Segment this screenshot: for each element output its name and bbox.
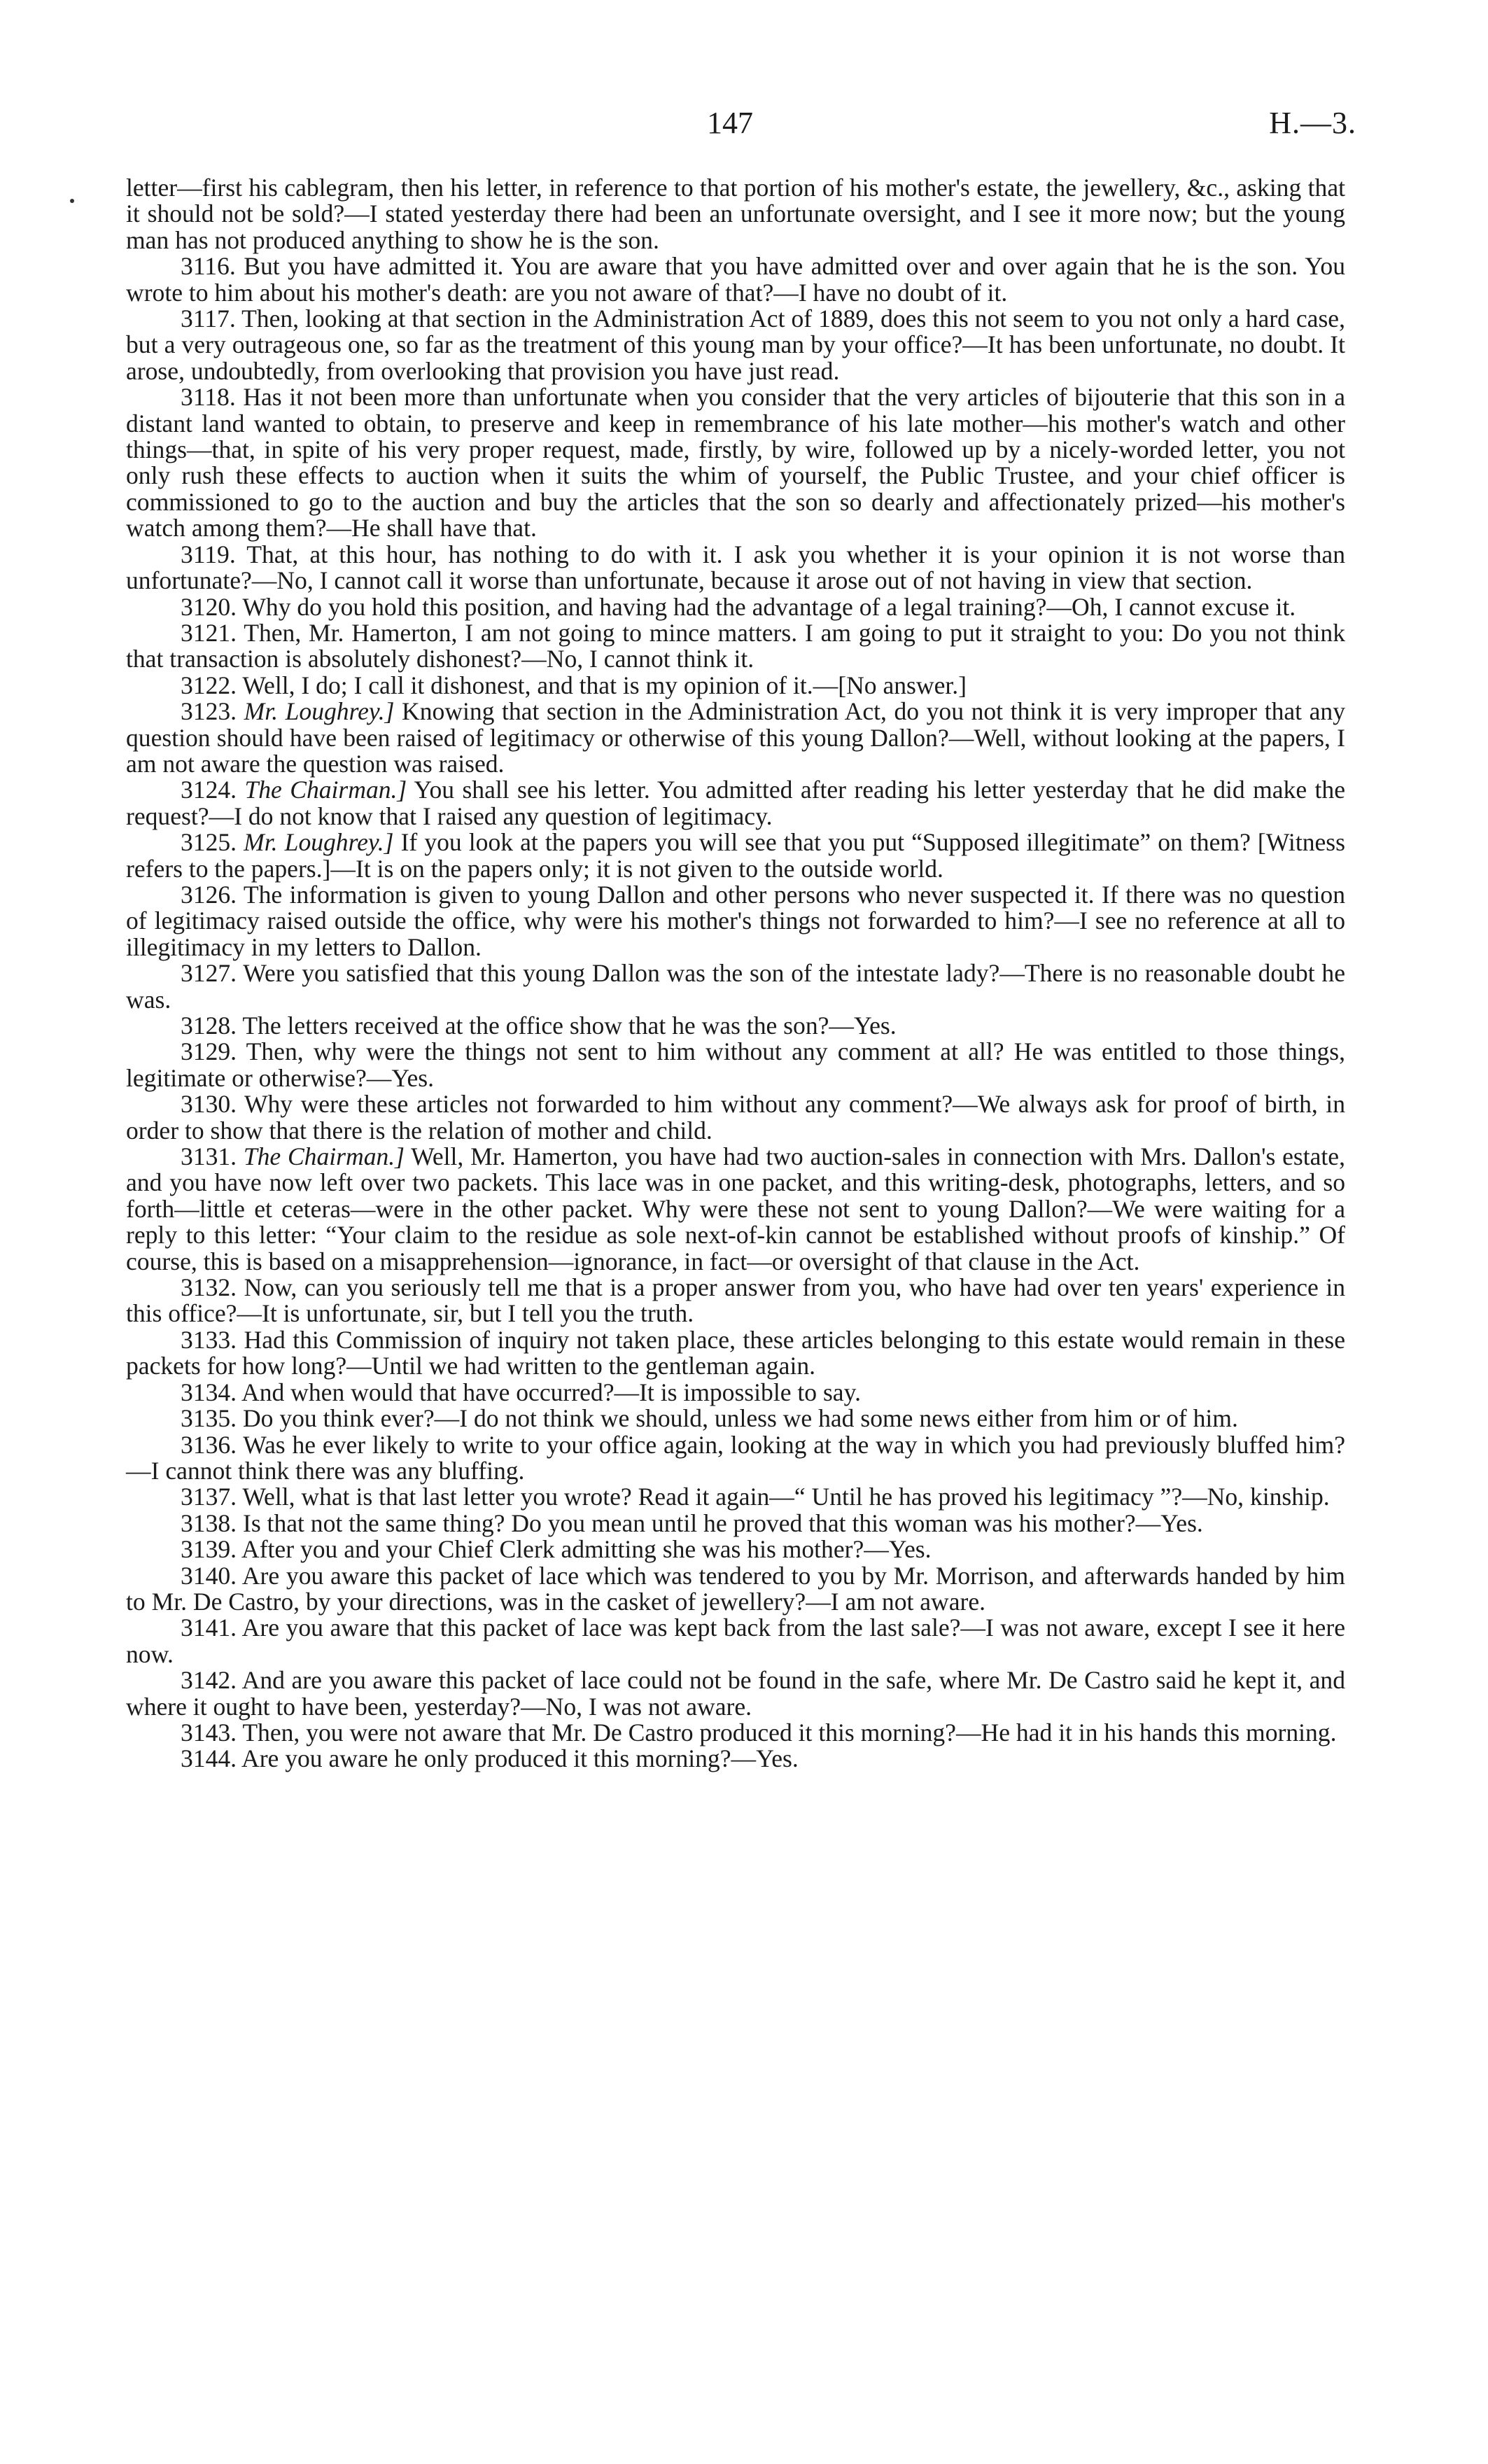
question-number: 3142. <box>181 1666 237 1695</box>
paragraph-text: And when would that have occurred?—It is impossible to say. <box>241 1378 861 1406</box>
transcript-paragraph <box>126 620 1345 673</box>
question-number: 3139. <box>181 1535 237 1564</box>
transcript-paragraph <box>126 542 1345 594</box>
paragraph-text: letter—first his cablegram, then his letter, in reference to that portion of his mother's estate, the jewellery, &c., asking that it should not be sold?—I stated yesterday there had been an unfortunate oversight, and I see it more now; but the young man has not produced anything to show he is the son. <box>126 174 1345 254</box>
paragraph-text: Well, what is that last letter you wrote? Read it again—“ Until he has proved his legitimacy ”?—No, kinship. <box>242 1483 1330 1511</box>
transcript-paragraph <box>126 830 1345 882</box>
transcript-paragraph <box>126 1275 1345 1327</box>
question-number: 3118. <box>181 383 236 412</box>
paragraph-text: If you look at the papers you will see that you put “Supposed illegitimate” on them? [Witness refers to the papers.]—It is on the papers only; it is not given to the outside world. <box>126 828 1345 883</box>
transcript-paragraph <box>126 1720 1345 1746</box>
paragraph-text: Was he ever likely to write to your office again, looking at the way in which you had previously bluffed him?—I cannot think there was any bluffing. <box>126 1430 1345 1485</box>
question-number: 3143. <box>181 1718 237 1746</box>
question-number: 3130. <box>181 1090 237 1119</box>
page-number: 147 <box>707 106 753 140</box>
paragraph-text: Are you aware that this packet of lace was kept back from the last sale?—I was not aware, except I see it here now. <box>126 1614 1345 1668</box>
transcript-paragraph <box>126 594 1345 620</box>
question-number: 3137. <box>181 1483 237 1511</box>
paragraph-text: The information is given to young Dallon and other persons who never suspected it. If there was no question of legitimacy raised outside the office, why were his mother's things not forwarded to him?—I see no reference at all to illegitimacy in my letters to Dallon. <box>126 880 1345 961</box>
paragraph-text: Then, Mr. Hamerton, I am not going to mince matters. I am going to put it straight to you: Do you not think that transaction is absolutely dishonest?—No, I cannot think it. <box>126 618 1345 673</box>
speaker-label: Mr. Loughrey.] <box>244 697 395 726</box>
paragraph-text: Is that not the same thing? Do you mean until he proved that this woman was his mother?—Yes. <box>242 1508 1203 1537</box>
paragraph-text: Now, can you seriously tell me that is a proper answer from you, who have had over ten years' experience in this office?—It is unfortunate, sir, but I tell you the truth. <box>126 1273 1345 1328</box>
question-number: 3132. <box>181 1273 237 1302</box>
transcript-paragraph <box>126 777 1345 830</box>
transcript-paragraph <box>126 1406 1345 1432</box>
paragraph-text: And are you aware this packet of lace could not be found in the safe, where Mr. De Castro said he kept it, and where it ought to have been, yesterday?—No, I was not aware. <box>126 1666 1345 1721</box>
paragraph-text: Well, Mr. Hamerton, you have had two auction-sales in connection with Mrs. Dallon's estate, and you have now left over two packets. This lace was in one packet, and this writing-desk, photographs, letters, and so forth—little et ceteras—were in the other packet. Why were these not sent to young Dallon?—We were waiting for a reply to this letter: “Your claim to the residue as sole next-of-kin cannot be established without proofs of kinship.” Of course, this is based on a misapprehension—ignorance, in fact—or oversight of that clause in the Act. <box>126 1142 1345 1275</box>
paragraph-text: Were you satisfied that this young Dallon was the son of the intestate lady?—There is no reasonable doubt he was. <box>126 959 1345 1014</box>
transcript-paragraph <box>126 882 1345 960</box>
transcript-paragraph <box>126 384 1345 541</box>
paragraph-text: But you have admitted it. You are aware that you have admitted over and over again that he is the son. You wrote to him about his mother's death: are you not aware of that?—I have no doubt of it. <box>126 252 1345 307</box>
transcript-paragraph <box>126 1484 1345 1510</box>
transcript-paragraph <box>126 1380 1345 1406</box>
question-number: 3126. <box>181 880 237 909</box>
transcript-paragraph <box>126 1536 1345 1562</box>
transcript-paragraph <box>126 1667 1345 1720</box>
transcript-paragraph <box>126 175 1345 253</box>
paragraph-text: Has it not been more than unfortunate when you consider that the very articles of bijouterie that this son in a distant land wanted to obtain, to preserve and keep in remembrance of his late mother—his mother's watch and other things—that, in spite of his very proper request, made, firstly, by wire, followed up by a nicely-worded letter, you not only rush these effects to auction when it suits the whim of yourself, the Public Trustee, and your chief officer is commissioned to go to the auction and buy the articles that the son so dearly and affectionately prized—his mother's watch among them?—He shall have that. <box>126 383 1345 542</box>
question-number: 3136. <box>181 1430 237 1459</box>
question-number: 3144. <box>181 1744 237 1773</box>
transcript-paragraph <box>126 1563 1345 1616</box>
transcript-paragraph <box>126 1746 1345 1772</box>
transcript-paragraph <box>126 1432 1345 1485</box>
paragraph-text: After you and your Chief Clerk admitting she was his mother?—Yes. <box>241 1535 932 1564</box>
question-number: 3141. <box>181 1614 237 1642</box>
transcript-paragraph <box>126 1013 1345 1039</box>
question-number: 3123. <box>181 697 237 726</box>
question-number: 3131. <box>181 1142 237 1171</box>
paragraph-text: Why were these articles not forwarded to him without any comment?—We always ask for proof of birth, in order to show that there is the relation of mother and child. <box>126 1090 1345 1144</box>
paragraph-text: That, at this hour, has nothing to do with it. I ask you whether it is your opinion it is not worse than unfortunate?—No, I cannot call it worse than unfortunate, because it arose out of not having in view that section. <box>126 540 1345 595</box>
question-number: 3133. <box>181 1325 237 1354</box>
transcript-paragraph <box>126 699 1345 777</box>
transcript-paragraph <box>126 1508 1345 1537</box>
question-number: 3140. <box>181 1561 237 1590</box>
question-number: 3120. <box>181 592 237 621</box>
paragraph-text: Do you think ever?—I do not think we should, unless we had some news either from him or of him. <box>242 1404 1238 1433</box>
transcript-paragraph <box>126 306 1345 384</box>
transcript-paragraph <box>126 1144 1345 1275</box>
transcript-paragraph <box>126 673 1345 699</box>
transcript-paragraph <box>126 960 1345 1013</box>
question-number: 3116. <box>181 252 236 281</box>
page-header <box>0 105 1488 147</box>
transcript-paragraph <box>126 1091 1345 1144</box>
transcript-paragraph <box>126 1327 1345 1380</box>
question-number: 3117. <box>181 304 236 333</box>
paragraph-text: Had this Commission of inquiry not taken place, these articles belonging to this estate would remain in these packets for how long?—Until we had written to the gentleman again. <box>126 1325 1345 1380</box>
question-number: 3122. <box>181 671 237 699</box>
question-number: 3138. <box>181 1508 237 1537</box>
question-number: 3125. <box>181 828 237 857</box>
question-number: 3128. <box>181 1011 237 1040</box>
question-number: 3121. <box>181 618 237 647</box>
question-number: 3134. <box>181 1378 237 1406</box>
paragraph-text: Knowing that section in the Administration Act, do you not think it is very improper that any question should have been raised of legitimacy or otherwise of this young Dallon?—Well, without looking at the papers, I am not aware the question was raised. <box>126 697 1345 778</box>
paragraph-text: Then, you were not aware that Mr. De Castro produced it this morning?—He had it in his hands this morning. <box>242 1718 1337 1746</box>
paragraph-text: Then, why were the things not sent to him without any comment at all? He was entitled to those things, legitimate or otherwise?—Yes. <box>126 1037 1345 1092</box>
question-number: 3135. <box>181 1404 237 1433</box>
question-number: 3127. <box>181 959 237 988</box>
speaker-label: The Chairman.] <box>243 1142 405 1171</box>
transcript-paragraph <box>126 1039 1345 1091</box>
transcript-paragraph <box>126 253 1345 306</box>
transcript-body <box>126 175 1345 1772</box>
speaker-label: Mr. Loughrey.] <box>244 828 394 857</box>
paragraph-text: Why do you hold this position, and having had the advantage of a legal training?—Oh, I cannot excuse it. <box>242 592 1296 621</box>
speaker-label: The Chairman.] <box>244 776 407 804</box>
question-number: 3119. <box>181 540 236 568</box>
paragraph-text: Are you aware this packet of lace which was tendered to you by Mr. Morrison, and afterwards handed by him to Mr. De Castro, by your directions, was in the casket of jewellery?—I am not aware. <box>126 1561 1345 1616</box>
question-number: 3124. <box>181 776 237 804</box>
paragraph-text: You shall see his letter. You admitted after reading his letter yesterday that he did make the request?—I do not know that I raised any question of legitimacy. <box>126 776 1345 830</box>
question-number: 3129. <box>181 1037 237 1066</box>
transcript-paragraph <box>126 1615 1345 1667</box>
paragraph-text: Are you aware he only produced it this morning?—Yes. <box>241 1744 799 1773</box>
margin-mark <box>70 199 74 203</box>
paragraph-text: Well, I do; I call it dishonest, and that is my opinion of it.—[No answer.] <box>242 671 967 699</box>
paragraph-text: The letters received at the office show that he was the son?—Yes. <box>242 1011 897 1040</box>
document-reference: H.—3. <box>1269 106 1356 140</box>
paragraph-text: Then, looking at that section in the Administration Act of 1889, does this not seem to you not only a hard case, but a very outrageous one, so far as the treatment of this young man by your office?—It has been unfortunate, no doubt. It arose, undoubtedly, from overlooking that provision you have just read. <box>126 304 1345 385</box>
